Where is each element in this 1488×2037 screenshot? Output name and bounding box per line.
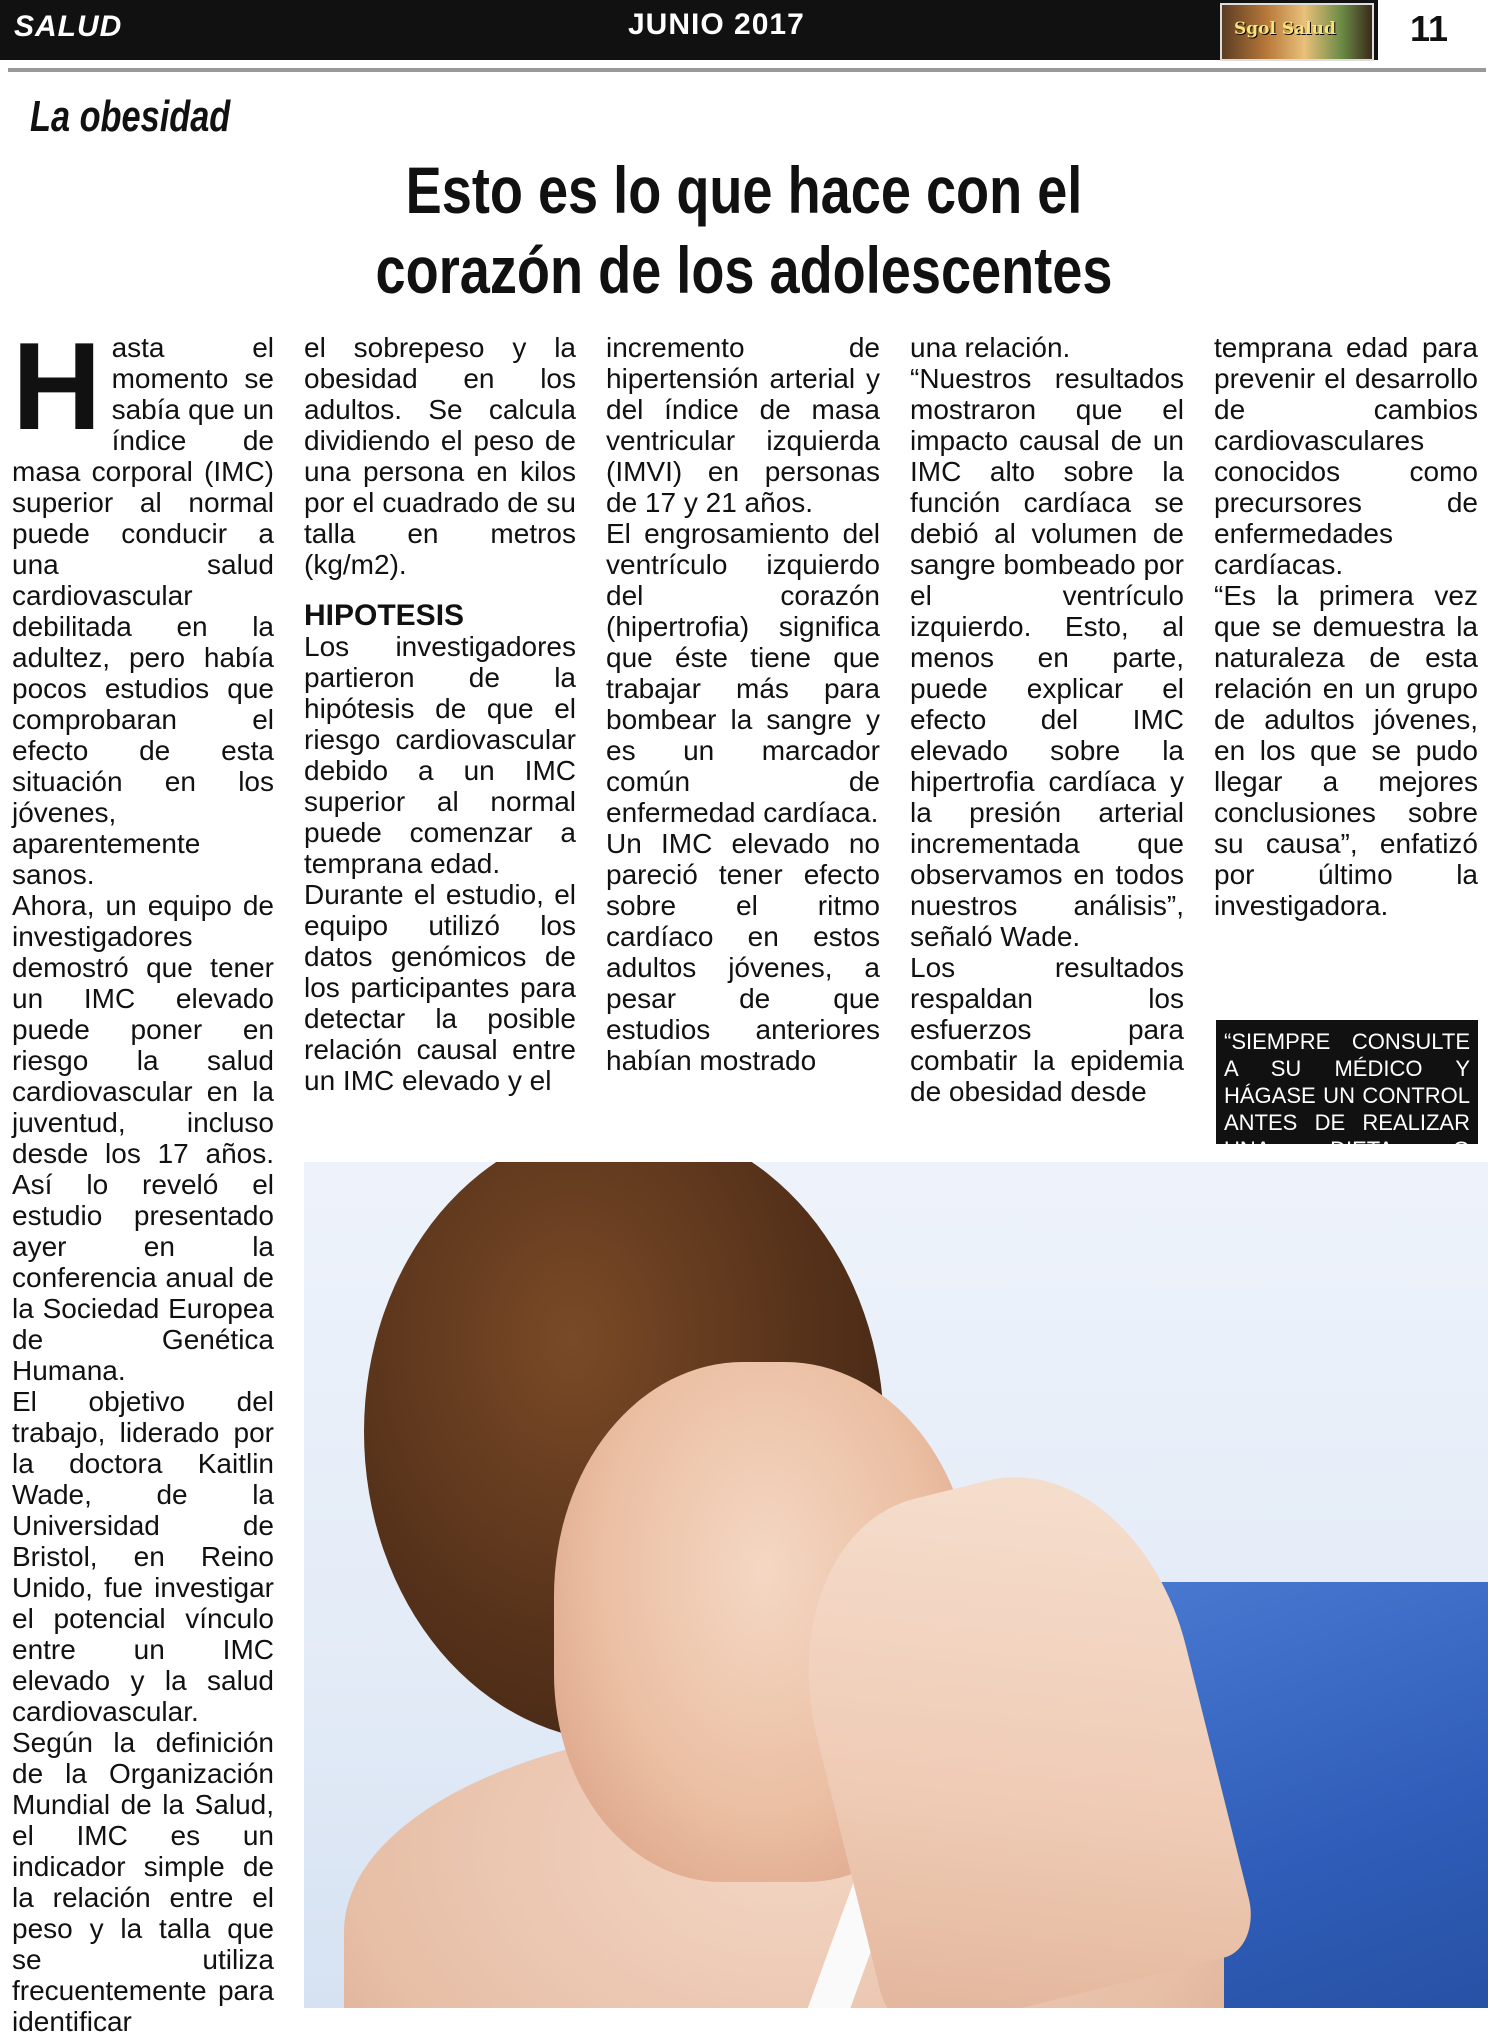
header-bar [0,0,1488,60]
article-headline [0,150,1488,310]
paragraph: Los resultados respaldan los esfuerzos para combatir la epidemia de obesidad desde [910,952,1184,1107]
publication-logo [1220,3,1374,61]
paragraph: Un IMC elevado no pareció tener efecto sobre el ritmo cardíaco en estos adultos jóvenes, a pesar de que estudios anteriores habían mostrado [606,828,880,1076]
paragraph: El objetivo del trabajo, liderado por la doctora Kaitlin Wade, de la Universidad de Bristol, en Reino Unido, fue investigar el potencial vínculo entre un IMC elevado y la salud cardiovascular. [12,1386,274,1727]
paragraph: “Nuestros resultados mostraron que el impacto causal de un IMC alto sobre la función cardíaca se debió al volumen de sangre bombeado por el ventrículo izquierdo. Esto, al menos en parte, puede explicar el efecto del IMC elevado sobre la hipertrofia cardíaca y la presión arterial incrementada que observamos en todos nuestros análisis”, señaló Wade. [910,363,1184,952]
section-label: SALUD [14,10,123,43]
headline-line-1: Esto es lo que hace con el [405,153,1083,227]
paragraph: temprana edad para prevenir el desarrollo de cambios cardiovasculares conocidos como precursores de enfermedades cardíacas. [1214,332,1478,580]
paragraph: el sobrepeso y la obesidad en los adultos. Se calcula dividiendo el peso de una persona en kilos por el cuadrado de su talla en metros (kg/m2). [304,332,576,580]
paragraph: una relación. [910,332,1071,363]
header-rule [8,68,1486,72]
headline-line-2: corazón de los adolescentes [375,233,1113,307]
article-photo [304,1162,1488,2008]
paragraph: Los investigadores partieron de la hipótesis de que el riesgo cardiovascular debido a un IMC superior al normal puede comenzar a temprana edad. [304,631,576,879]
issue-date: JUNIO 2017 [628,8,805,41]
article-kicker: La obesidad [30,92,231,141]
paragraph: Según la definición de la Organización Mundial de la Salud, el IMC es un indicador simple de la relación entre el peso y la talla que se utiliza frecuentemente para identificar [12,1727,274,2037]
drop-cap: H [12,318,102,456]
column-2 [304,332,576,1096]
paragraph: incremento de hipertensión arterial y del índice de masa ventricular izquierda (IMVI) en personas de 17 y 21 años. [606,332,880,518]
column-5 [1214,332,1478,921]
paragraph: “Es la primera vez que se demuestra la naturaleza de esta relación en un grupo de adultos jóvenes, en los que se pudo llegar a mejores conclusiones sobre su causa”, enfatizó por último la investigadora. [1214,580,1478,921]
paragraph: Durante el estudio, el equipo utilizó los datos genómicos de los participantes para detectar la posible relación causal entre un IMC elevado y el [304,879,576,1096]
logo-text: Sgol Salud [1234,19,1336,39]
paragraph: El engrosamiento del ventrículo izquierdo del corazón (hipertrofia) significa que éste tiene que trabajar más para bombear la sangre y es un marcador común de enfermedad cardíaca. [606,518,880,828]
page-number: 11 [1410,8,1449,49]
pull-quote [1216,1020,1478,1162]
pull-quote-text: “SIEMPRE CONSULTE A SU MÉDICO Y HÁGASE UN CONTROL ANTES DE REALIZAR UNA DIETA O [1224,1029,1470,1162]
column-4 [910,332,1184,1107]
paragraph: asta el momento se sabía que un índice de masa corporal (IMC) superior al normal puede conducir a una salud cardiovascular debilitada en la adultez, pero había pocos estudios que comprobaran el efecto de esta situación en los jóvenes, aparentemente sanos. [12,332,274,890]
column-1 [12,318,274,2037]
column-3 [606,332,880,1076]
paragraph: Ahora, un equipo de investigadores demostró que tener un IMC elevado puede poner en riesgo la salud cardiovascular en la juventud, incluso desde los 17 años. Así lo reveló el estudio presentado ayer en la conferencia anual de la Sociedad Europea de Genética Humana. [12,890,274,1386]
subheading: HIPOTESIS [304,599,465,632]
